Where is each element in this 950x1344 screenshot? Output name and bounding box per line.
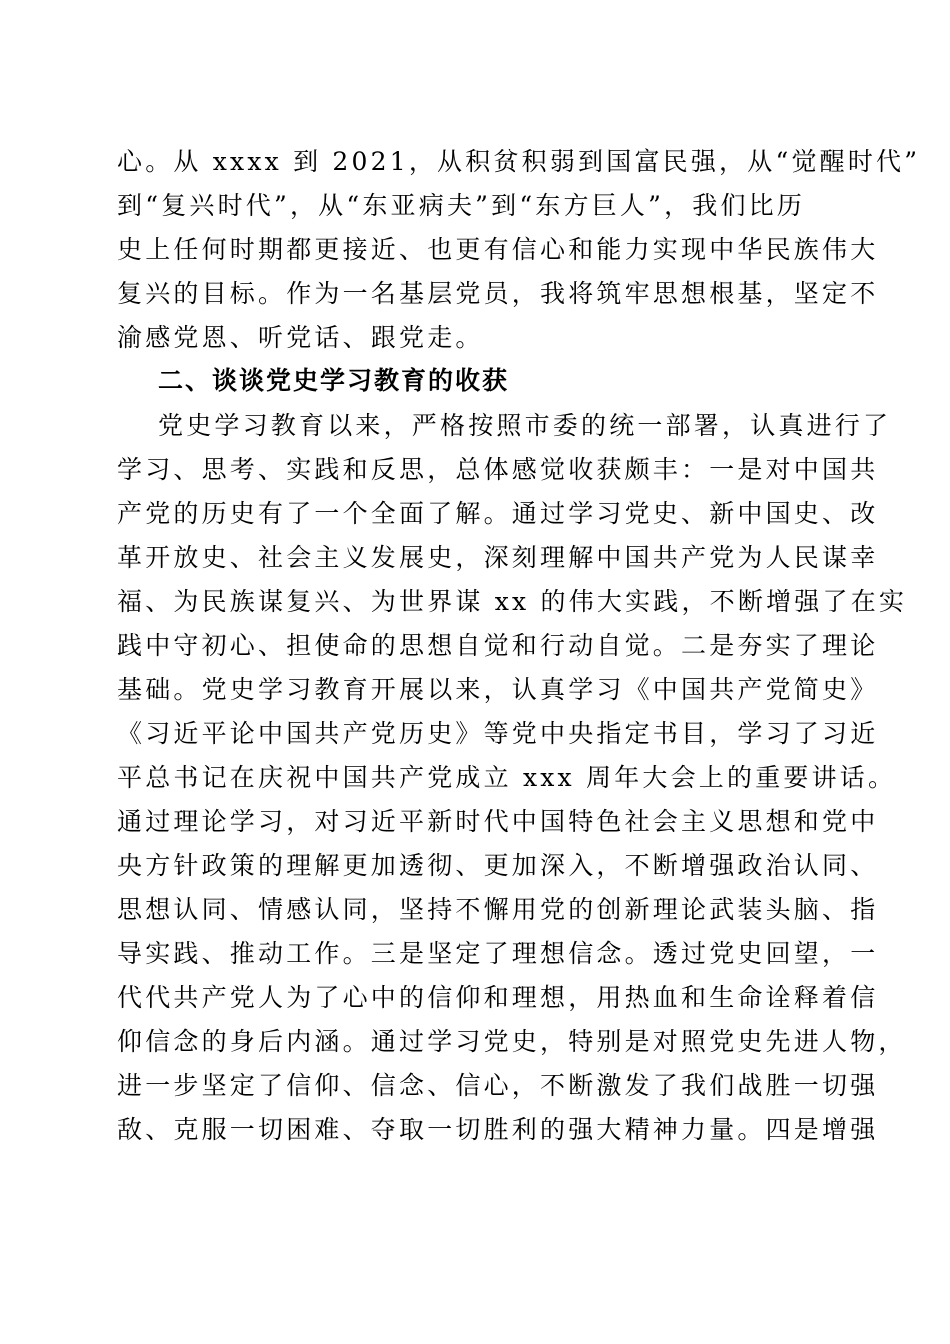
paragraph-1-line: 复兴的目标。作为一名基层党员，我将筑牢思想根基，坚定不 xyxy=(117,279,879,308)
paragraph-2-line: 仰信念的身后内涵。通过学习党史，特别是对照党史先进人物， xyxy=(117,1027,907,1056)
paragraph-2-line: 党史学习教育以来，严格按照市委的统一部署，认真进行了 xyxy=(158,411,892,440)
paragraph-2-line: 央方针政策的理解更加透彻、更加深入，不断增强政治认同、 xyxy=(117,851,879,880)
paragraph-1-line: 心。从 xxxx 到 2021，从积贫积弱到国富民强，从“觉醒时代” xyxy=(117,147,921,176)
paragraph-2-line: 敌、克服一切困难、夺取一切胜利的强大精神力量。四是增强 xyxy=(117,1115,879,1144)
section-heading: 二、谈谈党史学习教育的收获 xyxy=(158,366,510,395)
paragraph-2-line: 平总书记在庆祝中国共产党成立 xxx 周年大会上的重要讲话。 xyxy=(117,763,897,792)
paragraph-2-line: 产党的历史有了一个全面了解。通过学习党史、新中国史、改 xyxy=(117,499,879,528)
paragraph-2-line: 进一步坚定了信仰、信念、信心，不断激发了我们战胜一切强 xyxy=(117,1071,879,1100)
paragraph-2-line: 《习近平论中国共产党历史》等党中央指定书目，学习了习近 xyxy=(117,719,879,748)
paragraph-2-line: 基础。党史学习教育开展以来，认真学习《中国共产党简史》 xyxy=(117,675,879,704)
paragraph-2-line: 通过理论学习，对习近平新时代中国特色社会主义思想和党中 xyxy=(117,807,879,836)
paragraph-2-line: 福、为民族谋复兴、为世界谋 xx 的伟大实践，不断增强了在实 xyxy=(117,587,908,616)
paragraph-1-line: 史上任何时期都更接近、也更有信心和能力实现中华民族伟大 xyxy=(117,235,879,264)
paragraph-2-line: 践中守初心、担使命的思想自觉和行动自觉。二是夯实了理论 xyxy=(117,631,879,660)
paragraph-2-line: 学习、思考、实践和反思，总体感觉收获颇丰：一是对中国共 xyxy=(117,455,879,484)
paragraph-2-line: 导实践、推动工作。三是坚定了理想信念。透过党史回望，一 xyxy=(117,939,879,968)
paragraph-1-line: 到“复兴时代”，从“东亚病夫”到“东方巨人”，我们比历 xyxy=(117,191,806,220)
paragraph-1-line: 渝感党恩、听党话、跟党走。 xyxy=(117,323,484,352)
paragraph-2-line: 思想认同、情感认同，坚持不懈用党的创新理论武装头脑、指 xyxy=(117,895,879,924)
paragraph-2-line: 代代共产党人为了心中的信仰和理想，用热血和生命诠释着信 xyxy=(117,983,879,1012)
paragraph-2-line: 革开放史、社会主义发展史，深刻理解中国共产党为人民谋幸 xyxy=(117,543,879,572)
